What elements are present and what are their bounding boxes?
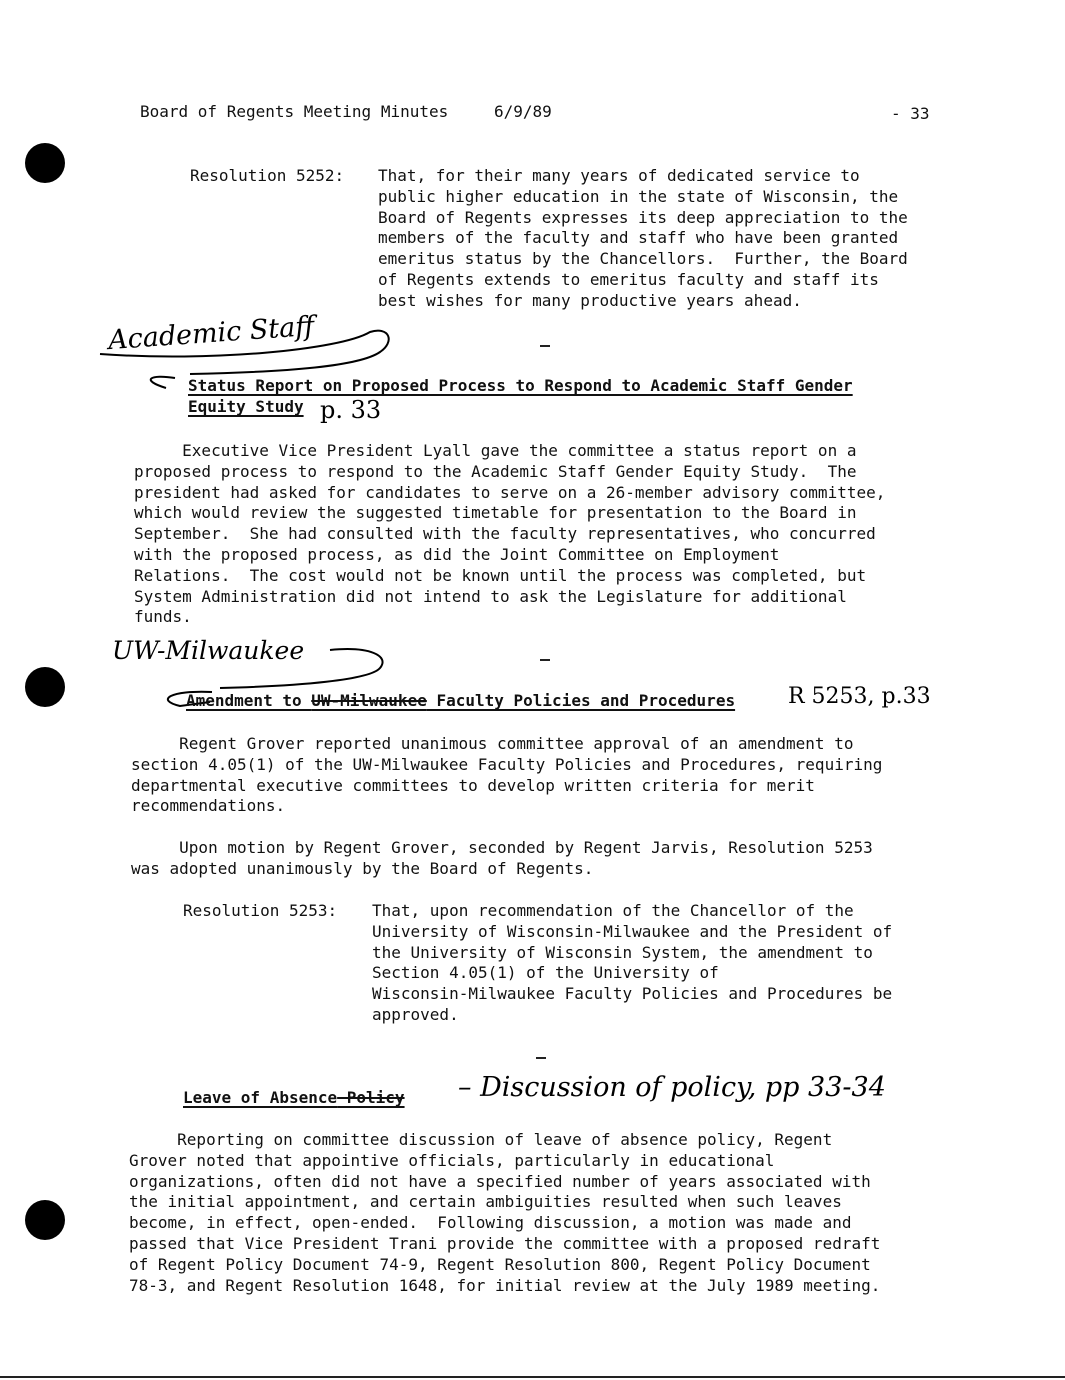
resolution-5252-text <box>378 166 908 312</box>
paragraph-motion <box>131 838 873 880</box>
paragraph-line: funds. <box>134 607 192 627</box>
resolution-line: That, for their many years of dedicated service to <box>378 166 860 185</box>
paragraph-line: Relations. The cost would not be known until the process was completed, but <box>134 565 867 585</box>
heading-part: Leave of Absence <box>183 1088 338 1107</box>
heading-part: Faculty Policies and Procedures <box>426 691 736 710</box>
separator-dash-1 <box>540 345 550 347</box>
resolution-line: University of Wisconsin-Milwaukee and the President of <box>372 921 893 941</box>
separator-dash-2 <box>540 659 550 661</box>
resolution-5253-label: Resolution 5253: <box>183 901 338 920</box>
paragraph-line: September. She had consulted with the faculty representatives, who concurred <box>134 524 876 544</box>
resolution-line: members of the faculty and staff who have been granted <box>378 228 899 248</box>
paragraph-line: departmental executive committees to develop written criteria for merit <box>131 775 815 795</box>
paragraph-line: organizations, often did not have a specified number of years associated with <box>129 1171 871 1191</box>
paragraph-line: Executive Vice President Lyall gave the committee a status report on a <box>134 441 857 460</box>
resolution-5252-label: Resolution 5252: <box>190 166 345 185</box>
resolution-line: emeritus status by the Chancellors. Further, the Board <box>378 249 908 269</box>
paragraph-line: the initial appointment, and certain ambiguities resulted when such leaves <box>129 1192 842 1212</box>
paragraph-line: recommendations. <box>131 796 286 816</box>
paragraph-line: 78-3, and Regent Resolution 1648, for initial review at the July 1989 meeting. <box>129 1275 881 1295</box>
section-heading-leave-of-absence <box>183 1088 405 1109</box>
page-bottom-edge <box>0 1376 1065 1378</box>
paragraph-amendment-report <box>131 734 882 817</box>
paragraph-line: Regent Grover reported unanimous committee approval of an amendment to <box>131 734 854 753</box>
resolution-line: of Regents extends to emeritus faculty and staff its <box>378 269 879 289</box>
section-heading-amendment <box>186 691 735 712</box>
resolution-line: Wisconsin-Milwaukee Faculty Policies and Procedures be <box>372 984 893 1004</box>
paragraph-gender-equity <box>134 441 885 628</box>
separator-dash-3 <box>536 1057 546 1059</box>
paragraph-line: System Administration did not intend to ask the Legislature for additional <box>134 586 847 606</box>
punch-hole-bottom <box>25 1200 65 1240</box>
page-number: - 33 <box>891 104 930 123</box>
resolution-line: Board of Regents expresses its deep appreciation to the <box>378 207 908 227</box>
paragraph-line: section 4.05(1) of the UW-Milwaukee Faculty Policies and Procedures, requiring <box>131 754 883 774</box>
resolution-line: public higher education in the state of Wisconsin, the <box>378 186 899 206</box>
handwritten-resolution-ref: R 5253, p.33 <box>788 684 931 709</box>
paragraph-line: become, in effect, open-ended. Following discussion, a motion was made and <box>129 1213 852 1233</box>
paragraph-line: with the proposed process, as did the Joint Committee on Employment <box>134 544 780 564</box>
paragraph-line: of Regent Policy Document 74-9, Regent Resolution 800, Regent Policy Document <box>129 1254 871 1274</box>
punch-hole-top <box>25 143 65 183</box>
paragraph-line: president had asked for candidates to serve on a 26-member advisory committee, <box>134 482 886 502</box>
paragraph-line: which would review the suggested timetable for presentation to the Board in <box>134 503 857 523</box>
header-date: 6/9/89 <box>494 102 552 121</box>
punch-hole-middle <box>25 667 65 707</box>
handwritten-discussion-note: – Discussion of policy, pp 33-34 <box>458 1072 886 1103</box>
paragraph-line: passed that Vice President Trani provide the committee with a proposed redraft <box>129 1233 881 1253</box>
paragraph-line: Upon motion by Regent Grover, seconded by Regent Jarvis, Resolution 5253 <box>131 838 873 857</box>
heading-struck-text: Policy <box>337 1088 405 1107</box>
heading-part: Amendment to <box>186 691 312 710</box>
paragraph-leave-of-absence <box>129 1130 880 1296</box>
resolution-line: Section 4.05(1) of the University of <box>372 963 719 983</box>
resolution-5253-text <box>372 901 892 1026</box>
paragraph-line: proposed process to respond to the Academic Staff Gender Equity Study. The <box>134 461 857 481</box>
header-title: Board of Regents Meeting Minutes <box>140 102 449 121</box>
section-heading-gender-equity-line2: Equity Study <box>188 397 304 416</box>
resolution-line: That, upon recommendation of the Chancellor of the <box>372 901 854 920</box>
paragraph-line: Grover noted that appointive officials, particularly in educational <box>129 1150 775 1170</box>
handwritten-page-ref-33: p. 33 <box>320 396 382 424</box>
section-heading-gender-equity: Status Report on Proposed Process to Respond to Academic Staff Gender <box>188 376 853 395</box>
paragraph-line: Reporting on committee discussion of leave of absence policy, Regent <box>129 1130 833 1149</box>
handwritten-uw-milwaukee: UW-Milwaukee <box>112 636 305 665</box>
heading-struck-text: UW-Milwaukee <box>311 691 427 710</box>
handwritten-academic-staff: Academic Staff <box>107 310 316 357</box>
resolution-line: best wishes for many productive years ahead. <box>378 290 802 310</box>
paragraph-line: was adopted unanimously by the Board of Regents. <box>131 858 594 878</box>
resolution-line: approved. <box>372 1004 459 1024</box>
resolution-line: the University of Wisconsin System, the amendment to <box>372 942 873 962</box>
